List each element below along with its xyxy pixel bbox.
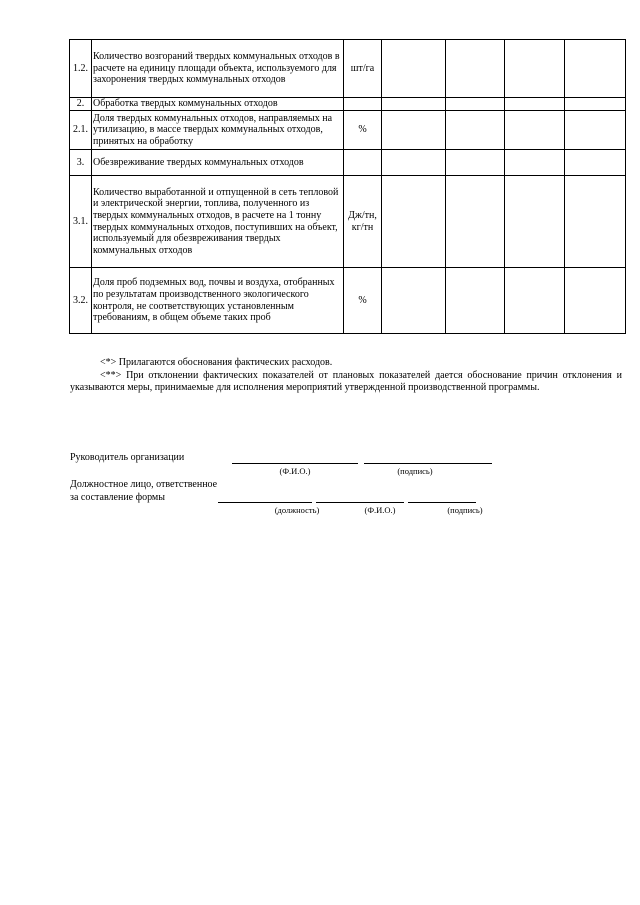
value-cell-2 — [446, 98, 505, 111]
value-cell-3 — [505, 176, 565, 268]
value-cell-4 — [565, 111, 626, 150]
value-cell-4 — [565, 40, 626, 98]
resp-label-line1: Должностное лицо, ответственное — [70, 479, 218, 490]
unit-of-measure: Дж/тн, кг/тн — [344, 176, 382, 268]
head-fio-line — [232, 463, 358, 464]
value-cell-4 — [565, 150, 626, 176]
head-label: Руководитель организации — [70, 452, 185, 463]
footnotes — [70, 357, 622, 395]
footnote-1: <*> Прилагаются обоснования фактических расходов. — [100, 357, 333, 368]
row-number: 3. — [70, 150, 92, 176]
row-number: 3.2. — [70, 268, 92, 334]
value-cell-1 — [382, 150, 446, 176]
head-fio-caption: (Ф.И.О.) — [279, 466, 311, 476]
value-cell-1 — [382, 268, 446, 334]
indicator-name: Доля твердых коммунальных отходов, направляемых на утилизацию, в массе твердых коммунальных отходов, принятых на обработку — [92, 111, 344, 150]
row-number: 3.1. — [70, 176, 92, 268]
resp-label-line2: за составление формы — [70, 492, 165, 503]
resp-sign-caption: (подпись) — [447, 505, 483, 515]
unit-of-measure — [344, 150, 382, 176]
value-cell-4 — [565, 176, 626, 268]
value-cell-1 — [382, 40, 446, 98]
value-cell-2 — [446, 150, 505, 176]
value-cell-1 — [382, 98, 446, 111]
value-cell-2 — [446, 111, 505, 150]
table-row — [70, 150, 626, 176]
unit-of-measure — [344, 98, 382, 111]
indicator-name: Обработка твердых коммунальных отходов — [92, 98, 344, 111]
indicator-name: Количество выработанной и отпущенной в сеть тепловой и электрической энергии, топлива, полученного из твердых коммунальных отходов, в расчете на 1 тонну твердых коммунальных отходов, поступивших на объект, используемый для обезвреживания твердых коммунальных отходов — [92, 176, 344, 268]
value-cell-4 — [565, 98, 626, 111]
value-cell-2 — [446, 268, 505, 334]
row-number: 2. — [70, 98, 92, 111]
indicators-table — [69, 39, 626, 334]
value-cell-2 — [446, 176, 505, 268]
resp-fio-line — [316, 502, 404, 503]
head-sign-caption: (подпись) — [397, 466, 433, 476]
row-number: 1.2. — [70, 40, 92, 98]
value-cell-3 — [505, 40, 565, 98]
value-cell-1 — [382, 111, 446, 150]
indicator-name: Количество возгораний твердых коммунальных отходов в расчете на единицу площади объекта, используемого для захоронения твердых коммунальных отходов — [92, 40, 344, 98]
value-cell-3 — [505, 150, 565, 176]
table-row — [70, 111, 626, 150]
indicator-name: Доля проб подземных вод, почвы и воздуха, отобранных по результатам производственного экологического контроля, не соответствующих установленным требованиям, в общем объеме таких проб — [92, 268, 344, 334]
footnote-2: <**> При отклонении фактических показателей от плановых показателей дается обоснование причин отклонения и указываются меры, принимаемые для исполнения мероприятий утвержденной производственной программы. — [70, 369, 622, 393]
table-row — [70, 98, 626, 111]
value-cell-2 — [446, 40, 505, 98]
value-cell-3 — [505, 98, 565, 111]
resp-position-line — [218, 502, 312, 503]
head-sign-line — [364, 463, 492, 464]
table-row — [70, 40, 626, 98]
unit-of-measure: % — [344, 111, 382, 150]
unit-of-measure: % — [344, 268, 382, 334]
value-cell-3 — [505, 111, 565, 150]
table-row — [70, 176, 626, 268]
value-cell-3 — [505, 268, 565, 334]
resp-sign-line — [408, 502, 476, 503]
resp-fio-caption: (Ф.И.О.) — [364, 505, 396, 515]
value-cell-1 — [382, 176, 446, 268]
unit-of-measure: шт/га — [344, 40, 382, 98]
resp-position-caption: (должность) — [274, 505, 320, 515]
table-row — [70, 268, 626, 334]
row-number: 2.1. — [70, 111, 92, 150]
indicator-name: Обезвреживание твердых коммунальных отходов — [92, 150, 344, 176]
value-cell-4 — [565, 268, 626, 334]
